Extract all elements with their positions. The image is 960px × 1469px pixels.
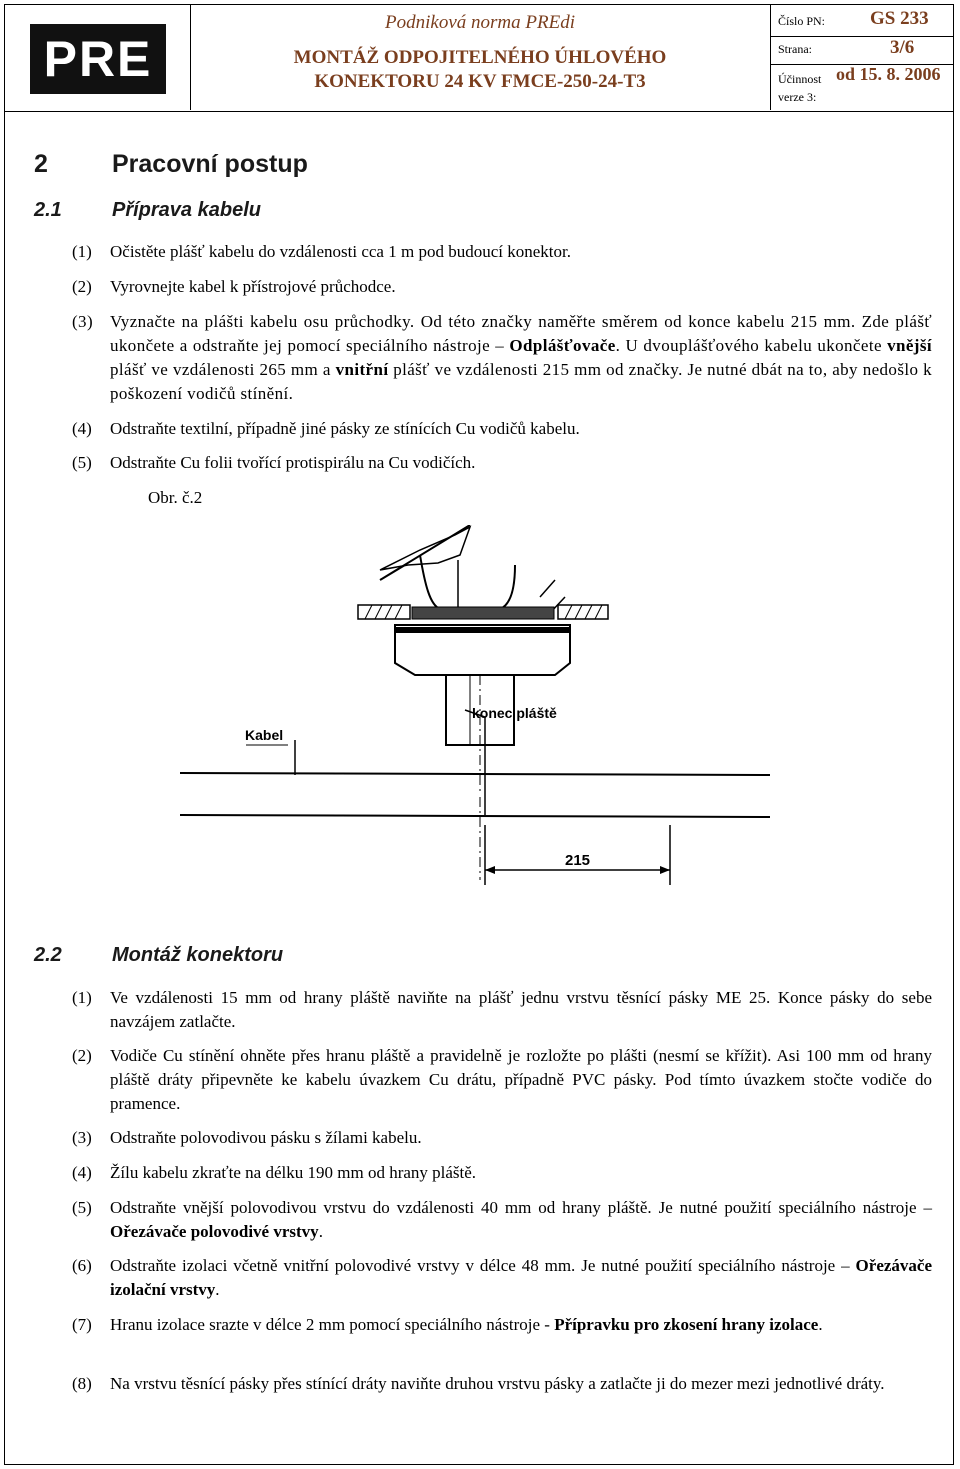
figure-caption: Obr. č.2 — [148, 488, 203, 507]
document-title — [190, 46, 770, 94]
list-item: (2) Vodiče Cu stínění ohněte přes hranu pláště a pravidelně je rozložte po plášti (nesmí se křížit). Asi 100 mm od hrany pláště dráty připevněte ke kabelu úvazkem Cu drátu, případně PVC pásky. Pod tímto úvazkem stočte vodiče do pramence. — [72, 1046, 932, 1113]
plate-edge — [540, 580, 555, 597]
connector-top — [380, 527, 470, 570]
section-number: 2 — [34, 150, 48, 178]
section-number: 2.2 — [34, 944, 62, 966]
pre-logo: PRE — [30, 24, 166, 94]
section-2-heading — [34, 150, 308, 179]
list-item: (1) Očistěte plášť kabelu do vzdálenosti cca 1 m pod budoucí konektor. — [72, 242, 571, 261]
page-value: 3/6 — [890, 37, 915, 58]
cable-bottom-edge — [180, 815, 770, 817]
version-label: verze 3: — [778, 90, 817, 104]
konec-label: konec pláště — [472, 705, 557, 721]
list-item: (1) Ve vzdálenosti 15 mm od hrany pláště naviňte na plášť jednu vrstvu těsnící pásky ME 25. Konce pásky do sebe navzájem zatlačte. — [72, 988, 932, 1031]
list-item: (5) Odstraňte vnější polovodivou vrstvu do vzdálenosti 40 mm od hrany pláště. Je nutné použití speciálního nástroje – Ořezávače polovodivé vrstvy. — [72, 1198, 932, 1241]
page-label: Strana: — [778, 42, 812, 56]
pn-value: GS 233 — [870, 8, 929, 29]
dimension-value: 215 — [565, 852, 591, 869]
seal-ring — [412, 607, 554, 619]
list-item: (8) Na vrstvu těsnící pásky přes stínící dráty naviňte druhou vrstvu pásky a zatlačte ji do mezer mezi jednotlivé dráty. — [72, 1374, 885, 1393]
header-title-cell — [190, 4, 771, 110]
section-title: Montáž konektoru — [112, 944, 284, 966]
list-item: (5) Odstraňte Cu folii tvořící protispirálu na Cu vodičích. — [72, 453, 476, 472]
pn-label: Číslo PN: — [778, 14, 826, 28]
validity-label: Účinnost — [778, 72, 822, 86]
kabel-label: Kabel — [245, 727, 284, 743]
list-item: (2) Vyrovnejte kabel k přístrojové průchodce. — [72, 277, 396, 296]
list-item: (7) Hranu izolace srazte v délce 2 mm pomocí speciálního nástroje - Přípravku pro zkosení hrany izolace. — [72, 1315, 823, 1334]
section-2-2-heading — [34, 944, 284, 967]
section-title: Příprava kabelu — [112, 199, 261, 221]
validity-value: od 15. 8. 2006 — [836, 64, 941, 84]
list-item: (3) Vyznačte na plášti kabelu osu průchodky. Od této značky naměřte směrem od konce kabelu 215 mm. Zde plášť ukončete a odstraňte jej pomocí speciálního nástroje – Odplášťovače. U dvouplášťového kabelu ukončete vnější plášť ve vzdálenosti 265 mm a vnitřní plášť ve vzdálenosti 215 mm od značky. Je nutné dbát na to, aby nedošlo k poškození vodičů stínění. — [72, 312, 933, 403]
meta-divider — [770, 36, 954, 37]
norm-name: Podniková norma PREdi — [385, 12, 575, 33]
list-item: (3) Odstraňte polovodivou pásku s žílami kabelu. — [72, 1128, 422, 1147]
section-2-1-heading — [34, 199, 261, 222]
list-item: (6) Odstraňte izolaci včetně vnitřní polovodivé vrstvy v délce 48 mm. Je nutné použití speciálního nástroje – Ořezávače izolační vrstvy. — [72, 1256, 932, 1299]
section-title: Pracovní postup — [112, 150, 308, 178]
header-meta-cell — [770, 4, 954, 110]
title-line-2: KONEKTORU 24 KV FMCE-250-24-T3 — [314, 71, 646, 92]
list-item: (4) Žílu kabelu zkraťte na délku 190 mm od hrany pláště. — [72, 1163, 477, 1182]
title-line-1: MONTÁŽ ODPOJITELNÉHO ÚHLOVÉHO — [293, 47, 667, 68]
cable-top-edge — [180, 773, 770, 775]
cable-figure — [180, 525, 770, 890]
connector-outline — [380, 525, 470, 580]
list-item: (4) Odstraňte textilní, případně jiné pásky ze stínících Cu vodičů kabelu. — [72, 419, 580, 438]
section-number: 2.1 — [34, 199, 62, 221]
logo-cell — [4, 4, 191, 110]
document-header — [4, 4, 954, 112]
